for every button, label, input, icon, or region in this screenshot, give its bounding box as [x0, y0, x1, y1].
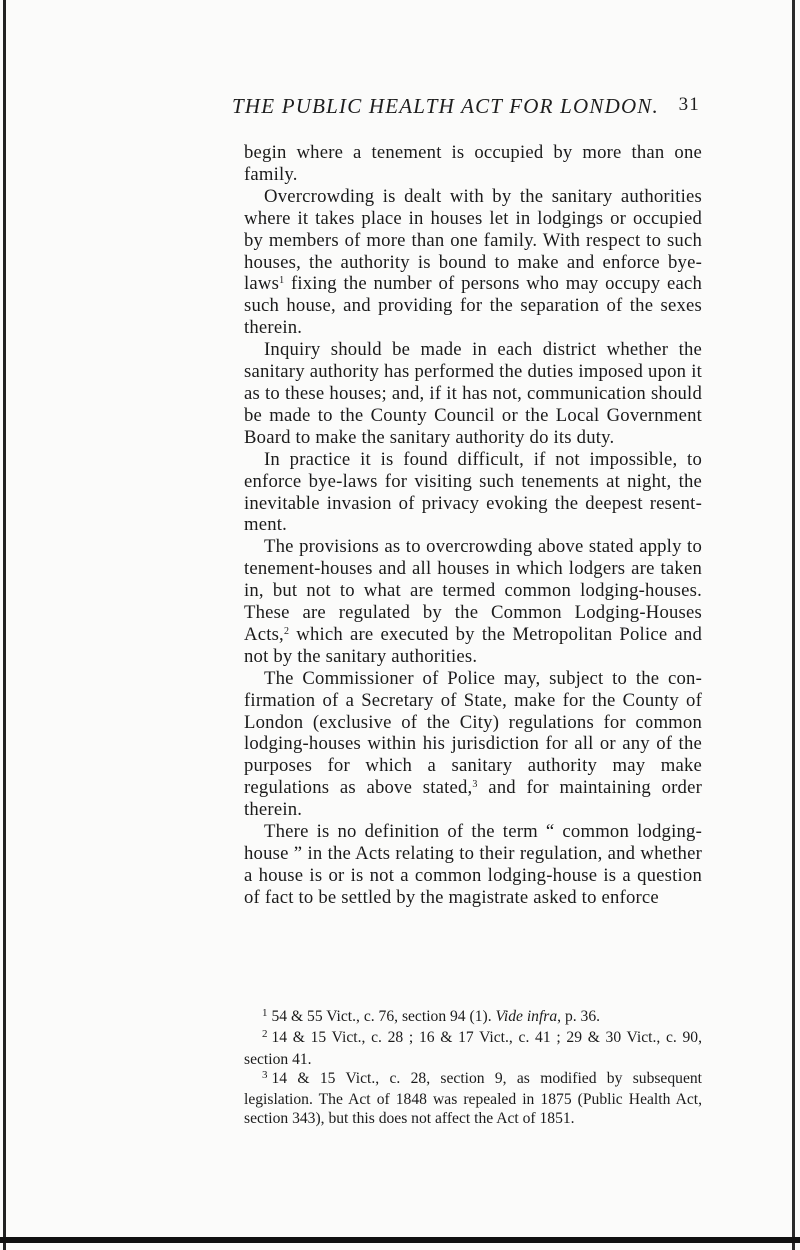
paragraph: begin where a tenement is occupied by more than one family. — [244, 142, 702, 185]
paragraph: There is no definition of the term “ common lodging-house ” in the Acts relating to their regulation, and whether a house is or is not a common lodging-house is a question of fact to be settled by the magistrate asked to enforce — [244, 821, 702, 908]
footnote-text: , p. 36. — [557, 1008, 601, 1025]
paragraph-text: which are executed by the Metropolitan Police and not by the sanitary authorities. — [244, 623, 703, 667]
running-head-title: THE PUBLIC HEALTH ACT FOR LONDON. — [232, 94, 659, 118]
paragraph-text: Overcrowding is dealt with by the sanitary authorities where it takes place in houses let in lodgings or occupied by members of more than one family. With respect to such houses, the authority is bound to make and enforce bye-laws — [244, 185, 702, 295]
footnote-mark: 2 — [283, 625, 290, 637]
paragraph — [244, 186, 702, 339]
footnote-number: 2 — [262, 1028, 268, 1041]
paragraph — [244, 668, 702, 821]
footnote-text: 54 & 55 Vict., c. 76, section 94 (1). — [271, 1008, 492, 1025]
body-text — [244, 142, 702, 909]
footnote — [244, 1028, 702, 1069]
footnote — [244, 1007, 702, 1028]
paragraph-text: The provisions as to overcrowding above stated apply to tenement-houses and all houses in which lodgers are taken in, but not to what are termed common lodging-houses. These are regulated by the Common Lodging-Houses Acts, — [244, 536, 702, 645]
paragraph-text: and for maintaining order therein. — [244, 777, 703, 821]
footnotes — [244, 1007, 702, 1129]
footnote-number: 1 — [262, 1007, 268, 1019]
bottom-edge-shadow — [0, 1237, 800, 1243]
footnote-text: 14 & 15 Vict., c. 28, section 9, as modified by subsequent legislation. The Act of 1848 was repealed in 1875 (Public Health Act, section 343), but this does not affect the Act of 1851. — [244, 1069, 702, 1128]
page-number: 31 — [678, 94, 700, 115]
paragraph: In practice it is found difficult, if not impossible, to enforce bye-laws for visiting such tenements at night, the inevitable invasion of privacy evoking the deepest resent-ment. — [244, 448, 702, 536]
paragraph — [244, 536, 702, 667]
footnote-italic: Vide infra — [495, 1008, 558, 1025]
paragraph-text: The Commissioner of Police may, subject to the con-firmation of a Secretary of State, make for the County of London (exclusive of the City) regulations for common lodging-houses within his jurisdiction for all or any of the purposes for which a sanitary authority may make regulations as above stated, — [244, 667, 702, 799]
footnote — [244, 1069, 702, 1129]
footnote-number: 3 — [262, 1068, 268, 1081]
right-edge-shadow — [792, 0, 795, 1250]
footnote-text: 14 & 15 Vict., c. 28 ; 16 & 17 Vict., c. 41 ; 29 & 30 Vict., c. 90, section 41. — [244, 1029, 702, 1068]
paragraph-text: fixing the number of persons who may occupy each such house, and providing for the separation of the sexes therein. — [244, 273, 702, 339]
footnote-mark: 1 — [279, 275, 285, 287]
left-edge-shadow — [3, 0, 6, 1250]
paragraph: Inquiry should be made in each district whether the sanitary authority has performed the duties imposed upon it as to these houses; and, if it has not, communication should be made to the County Council or the Local Government Board to make the sanitary authority do its duty. — [244, 339, 702, 448]
running-head — [232, 94, 700, 124]
footnote-mark: 3 — [472, 779, 478, 791]
